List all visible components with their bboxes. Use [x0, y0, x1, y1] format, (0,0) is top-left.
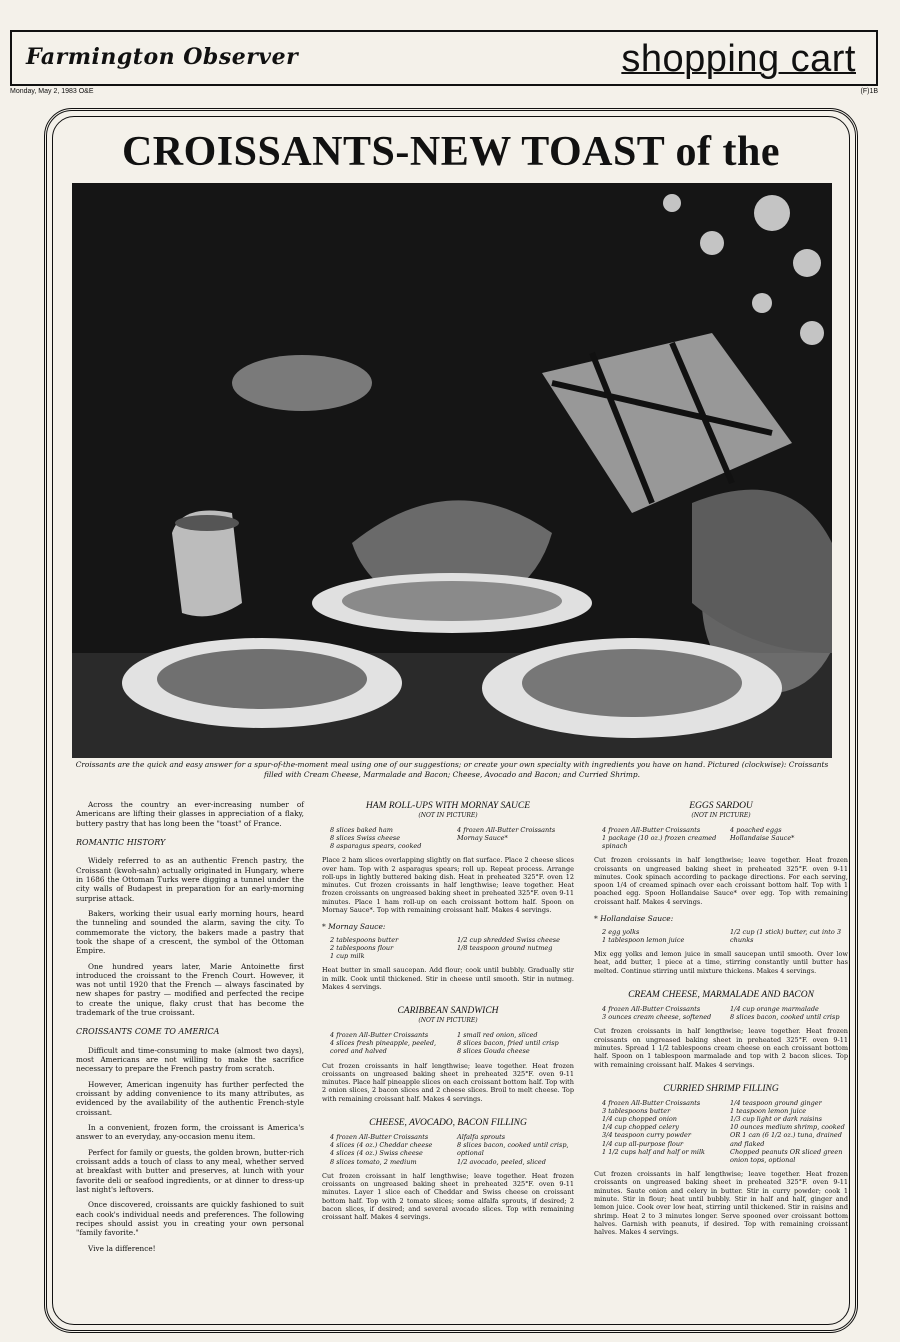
recipe-ham-rollups	[322, 800, 574, 991]
recipe-title: CARIBBEAN SANDWICH	[397, 1006, 499, 1017]
recipe-cheese-avocado-bacon	[322, 1117, 574, 1222]
article-paragraph: In a convenient, frozen form, the croissant is America's answer to an everyday, any-occasion menu item.	[76, 1123, 304, 1142]
photo-caption: Croissants are the quick and easy answer for a spur-of-the-moment meal using one of our suggestions; or create your own specialty with ingredients you have on hand. Pictured (clockwise): Croissants filled with Cream Cheese, Marmalade and Bacon; Cheese, Avocado and Bacon; and Curried Shrimp.	[75, 760, 829, 779]
page-reference: (F)1B	[860, 88, 878, 95]
ingredient: 1 small red onion, sliced	[457, 1031, 538, 1040]
subheading-romantic-history: ROMANTIC HISTORY	[76, 837, 166, 847]
ingredient: 1 cup milk	[330, 952, 365, 961]
ingredient: 2 tablespoons flour	[330, 944, 394, 953]
ingredient-list	[602, 1005, 848, 1021]
ingredient: 2 tablespoons butter	[330, 935, 399, 944]
recipes-column-right	[594, 800, 848, 1250]
recipe-title: CURRIED SHRIMP FILLING	[663, 1083, 779, 1094]
ingredient: 1/4 cup all-purpose flour	[602, 1139, 684, 1148]
ingredient: 1/4 cup chopped celery	[602, 1123, 679, 1132]
recipe-note: (NOT IN PICTURE)	[418, 812, 478, 820]
ingredient: Hollandaise Sauce*	[730, 833, 795, 842]
ingredient: 4 slices fresh pineapple, peeled, cored and halved	[330, 1039, 437, 1056]
ingredient: 8 slices bacon, fried until crisp	[457, 1039, 559, 1048]
sauce-method: Heat butter in small saucepan. Add flour; cook until bubbly. Gradually stir in milk. Cook until thickened. Stir in cheese until smooth. Stir in nutmeg. Makes 4 servings.	[322, 966, 574, 991]
recipe-note: (NOT IN PICTURE)	[418, 1017, 478, 1025]
recipe-title: CHEESE, AVOCADO, BACON FILLING	[369, 1118, 527, 1129]
article-paragraph: One hundred years later, Marie Antoinette first introduced the croissant to the French Court. However, it was not until 1920 that the French — always fascinated by new shapes for pastry — modified and perfected the recipe to create the unique, flaky crust that has become the trademark of the true croissant.	[76, 961, 304, 1018]
ingredient: 1/8 teaspoon ground nutmeg	[457, 944, 553, 953]
ingredient: 8 slices bacon, cooked until crisp, optional	[457, 1141, 569, 1158]
recipe-note: (NOT IN PICTURE)	[691, 812, 751, 820]
ingredient: 4 frozen All-Butter Croissants	[602, 825, 701, 834]
ingredient: 8 slices Gouda cheese	[457, 1047, 530, 1056]
ingredient: 1/2 cup shredded Swiss cheese	[457, 935, 560, 944]
ingredient: 4 frozen All-Butter Croissants	[330, 1133, 429, 1142]
ingredient: 10 ounces medium shrimp, cooked OR 1 can (6 1/2 oz.) tuna, drained and flaked	[730, 1123, 845, 1148]
dateline: Monday, May 2, 1983 O&E	[10, 88, 94, 95]
ingredient: 3/4 teaspoon curry powder	[602, 1131, 691, 1140]
paper-name: Farmington Observer	[26, 44, 299, 70]
ingredient: 8 slices Swiss cheese	[330, 833, 401, 842]
ingredient: 4 frozen All-Butter Croissants	[602, 1005, 701, 1014]
croissant-photo	[72, 183, 832, 758]
ingredient: 1/2 cup (1 stick) butter, cut into 3 chunks	[730, 927, 841, 944]
ingredient: Chopped peanuts OR sliced green onion tops, optional	[730, 1147, 843, 1164]
recipe-method: Cut frozen croissant in half lengthwise; leave together. Heat frozen croissants on ungreased baking sheet in preheated 325°F. oven 9-11 minutes. Layer 1 slice each of Cheddar and Swiss cheese on croissant bottom half. Top with 2 tomato slices; some alfalfa sprouts, if desired; 2 bacon slices, if desired; and several avocado slices. Top with remaining croissant half. Makes 4 servings.	[322, 1171, 574, 1222]
ingredient: 8 slices baked ham	[330, 825, 393, 834]
ingredient: 4 slices (4 oz.) Swiss cheese	[330, 1149, 423, 1158]
ingredient: 1 1/2 cups half and half or milk	[602, 1147, 705, 1156]
sauce-method: Mix egg yolks and lemon juice in small saucepan until smooth. Over low heat, add butter, 1 piece at a time, stirring constantly until butter has melted. Continue stirring until mixture thickens. Makes 4 servings.	[594, 949, 848, 975]
article-signoff: Vive la difference!	[88, 1243, 156, 1253]
ingredient: 8 slices tomato, 2 medium	[330, 1157, 417, 1166]
masthead	[10, 30, 878, 86]
ingredient: 1/3 cup light or dark raisins	[730, 1115, 822, 1124]
recipe-eggs-sardou	[594, 800, 848, 975]
ingredient: 3 ounces cream cheese, softened	[602, 1013, 712, 1022]
ingredient: 1 package (10 oz.) frozen creamed spinach	[602, 833, 717, 851]
ingredient: 4 frozen All-Butter Croissants	[457, 825, 556, 834]
recipe-method: Cut frozen croissants in half lengthwise; leave together. Heat frozen croissants on ungreased baking sheet in preheated 325°F. oven 9-11 minutes. Cook spinach according to package directions. For each serving, spoon 1/4 of creamed spinach over each croissant bottom half. Top with 1 poached egg. Spoon Hollandaise Sauce* over egg. Top with remaining croissant half. Makes 4 servings.	[594, 856, 848, 906]
article-paragraph: Difficult and time-consuming to make (almost two days), most Americans are not willing to make the sacrifice necessary to prepare the French pastry from scratch.	[76, 1045, 304, 1074]
ingredient: 1 teaspoon lemon juice	[730, 1107, 807, 1116]
croissant-photo-illustration	[72, 183, 832, 758]
article-paragraph: Bakers, working their usual early morning hours, heard the tunneling and sounded the alarm, saving the city. To commemorate the victory, the bakers made a pastry that took the shape of a crescent, the symbol of the Ottoman Empire.	[76, 908, 304, 956]
ingredient: 1/4 cup chopped onion	[602, 1115, 677, 1124]
ingredient: 1/4 teaspoon ground ginger	[730, 1098, 822, 1107]
recipe-caribbean-sandwich	[322, 1005, 574, 1103]
recipe-method: Cut frozen croissants in half lengthwise; leave together. Heat frozen croissants on ungreased baking sheet in preheated 325°F. oven 9-11 minutes. Spread 1 1/2 tablespoons cream cheese on each croissant bottom half. Spoon on 1 tablespoon marmalade and top with 2 bacon slices. Top with remaining croissant half. Makes 4 servings.	[594, 1027, 848, 1069]
ingredient-list	[330, 1031, 574, 1055]
recipe-method: Place 2 ham slices overlapping slightly on flat surface. Place 2 cheese slices over ham. Top with 2 asparagus spears; roll up. Repeat process. Arrange roll-ups in lightly buttered baking dish. Heat in preheated 325°F. oven 12 minutes. Cut frozen croissants in half lengthwise; leave together. Heat frozen croissants on ungreased baking sheet in preheated 325°F. oven 9-11 minutes. Place 1 ham roll-up on each croissant bottom half. Spoon on Mornay Sauce*. Top with remaining croissant half. Makes 4 servings.	[322, 856, 574, 915]
sauce-title: * Mornay Sauce:	[322, 922, 386, 932]
ingredient: Alfalfa sprouts	[457, 1133, 506, 1142]
article-paragraph: Once discovered, croissants are quickly fashioned to suit each cook's individual needs and preferences. The following recipes should assist you in creating your own personal "family favorite."	[76, 1200, 304, 1238]
headline: CROISSANTS-NEW TOAST of the	[121, 129, 781, 175]
ingredient: 4 slices (4 oz.) Cheddar cheese	[330, 1141, 433, 1150]
article-paragraph: Perfect for family or guests, the golden brown, butter-rich croissant adds a touch of class to any meal, whether served at breakfast with butter and preserves, at lunch with your favorite deli or seafood ingredients, or at dinner to dress-up last night's leftovers.	[76, 1147, 304, 1194]
sauce-ingredient-list	[602, 928, 848, 944]
ingredient-list	[330, 826, 574, 850]
recipe-title: HAM ROLL-UPS WITH MORNAY SAUCE	[365, 801, 531, 811]
ingredient: Mornay Sauce*	[457, 833, 508, 842]
sauce-title: * Hollandaise Sauce:	[594, 914, 674, 924]
section-name: shopping cart	[621, 38, 856, 80]
sauce-ingredient-list	[330, 936, 574, 960]
ingredient: 1 tablespoon lemon juice	[602, 935, 685, 944]
ingredient: 1/2 avocado, peeled, sliced	[457, 1157, 546, 1166]
recipe-method: Cut frozen croissants in half lengthwise; leave together. Heat frozen croissants on ungreased baking sheet in preheated 325°F. oven 9-11 minutes. Place half pineapple slices on each croissant bottom half. Top with 2 onion slices, 2 bacon slices and 2 cheese slices. Broil to melt cheese. Top with remaining croissant half. Makes 4 servings.	[322, 1061, 574, 1103]
recipe-curried-shrimp	[594, 1083, 848, 1237]
ingredient-list	[602, 1099, 848, 1164]
recipe-method: Cut frozen croissants in half lengthwise; leave together. Heat frozen croissants on ungreased baking sheet in preheated 325°F. oven 9-11 minutes. Saute onion and celery in butter. Stir in curry powder; cook 1 minute. Stir in flour; heat until bubbly. Stir in half and half, ginger and lemon juice. Cook over low heat, stirring until thickened. Stir in raisins and shrimp. Heat 2 to 3 minutes longer. Serve spooned over croissant bottom halves. Garnish with peanuts, if desired. Top with remaining croissant halves. Makes 4 servings.	[594, 1169, 848, 1237]
recipe-title: CREAM CHEESE, MARMALADE AND BACON	[628, 989, 814, 1000]
recipe-title: EGGS SARDOU	[689, 801, 753, 811]
article-paragraph: Across the country an ever-increasing number of Americans are lifting their glasses in appreciation of a flaky, buttery pastry that has long been the "toast" of France.	[76, 800, 304, 828]
ingredient-list	[330, 1133, 574, 1166]
ingredient: 8 asparagus spears, cooked	[330, 842, 422, 851]
ingredient: 3 tablespoons butter	[602, 1107, 671, 1116]
article-paragraph: Widely referred to as an authentic French pastry, the Croissant (kwoh-sahn) actually originated in Hungary, where in 1686 the Ottoman Turks were digging a tunnel under the city walls of Budapest in preparation for an early-morning surprise attack.	[76, 856, 304, 903]
article-column	[76, 800, 304, 1259]
ingredient-list	[602, 826, 848, 850]
ingredient: 2 egg yolks	[602, 927, 640, 936]
ingredient: 1/4 cup orange marmalade	[730, 1005, 819, 1014]
recipe-cream-cheese-marmalade-bacon	[594, 989, 848, 1069]
ingredient: 4 frozen All-Butter Croissants	[602, 1098, 701, 1107]
recipes-column-middle	[322, 800, 574, 1236]
ingredient: 8 slices bacon, cooked until crisp	[730, 1013, 840, 1022]
subheading-croissants-come-to-america: CROISSANTS COME TO AMERICA	[76, 1027, 220, 1037]
ingredient: 4 poached eggs	[730, 825, 782, 834]
ingredient: 4 frozen All-Butter Croissants	[330, 1031, 429, 1040]
article-paragraph: However, American ingenuity has further perfected the croissant by adding convenience to its many attributes, as evidenced by the availability of the authentic French-style croissant.	[76, 1079, 304, 1117]
